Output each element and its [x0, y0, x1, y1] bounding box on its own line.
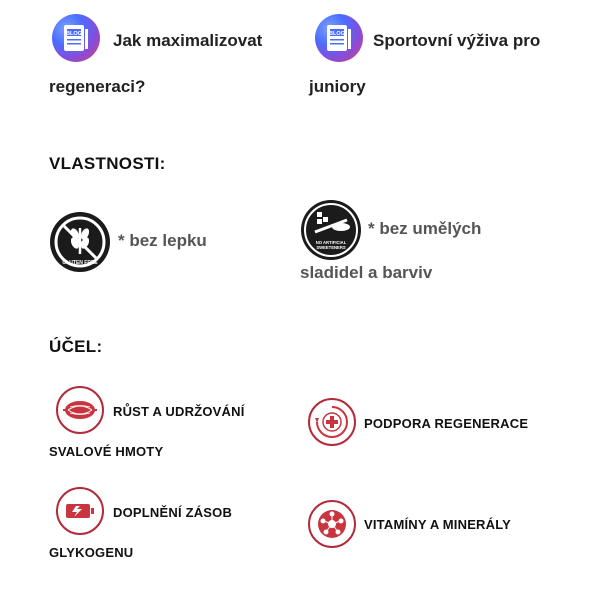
muscle-icon	[56, 386, 104, 434]
blog-link-junior-nutrition[interactable]	[300, 0, 600, 110]
property-no-sweeteners: * bez umělých	[368, 219, 482, 238]
blog-title[interactable]: Sportovní výživa pro	[373, 31, 541, 50]
no-artificial-sweeteners-icon	[301, 200, 361, 260]
blog-icon	[315, 14, 363, 62]
purpose-muscle-growth-continued: SVALOVÉ HMOTY	[49, 444, 164, 459]
vitamins-icon	[308, 500, 356, 548]
blog-icon	[52, 14, 100, 62]
battery-icon	[56, 487, 104, 535]
purpose-glycogen-continued: GLYKOGENU	[49, 545, 134, 560]
purpose-regeneration: PODPORA REGENERACE	[364, 416, 529, 431]
blog-title-continued[interactable]: regeneraci?	[49, 77, 146, 96]
purpose-heading: ÚČEL:	[49, 337, 103, 356]
gluten-free-badge: GLUTEN FREE	[62, 260, 98, 266]
blog-title-continued[interactable]: juniory	[309, 77, 366, 96]
purpose-muscle-growth: RŮST A UDRŽOVÁNÍ	[113, 404, 245, 419]
svg-text:SWEETENERS: SWEETENERS	[316, 245, 346, 250]
blog-link-regeneration[interactable]	[0, 0, 300, 110]
purpose-glycogen: DOPLNĚNÍ ZÁSOB	[113, 505, 233, 520]
blog-badge-text: BLOG	[66, 31, 82, 37]
svg-text:NO ARTIFICIAL: NO ARTIFICIAL	[315, 240, 347, 245]
property-no-sweeteners-continued: sladidel a barviv	[300, 263, 433, 282]
property-gluten-free: * bez lepku	[118, 231, 207, 250]
gluten-free-icon	[50, 212, 110, 272]
blog-badge-text: BLOG	[329, 31, 345, 37]
regeneration-icon	[308, 398, 356, 446]
purpose-vitamins-minerals: VITAMÍNY A MINERÁLY	[364, 517, 512, 532]
blog-title[interactable]: Jak maximalizovat	[113, 31, 263, 50]
properties-heading: VLASTNOSTI:	[49, 154, 166, 173]
